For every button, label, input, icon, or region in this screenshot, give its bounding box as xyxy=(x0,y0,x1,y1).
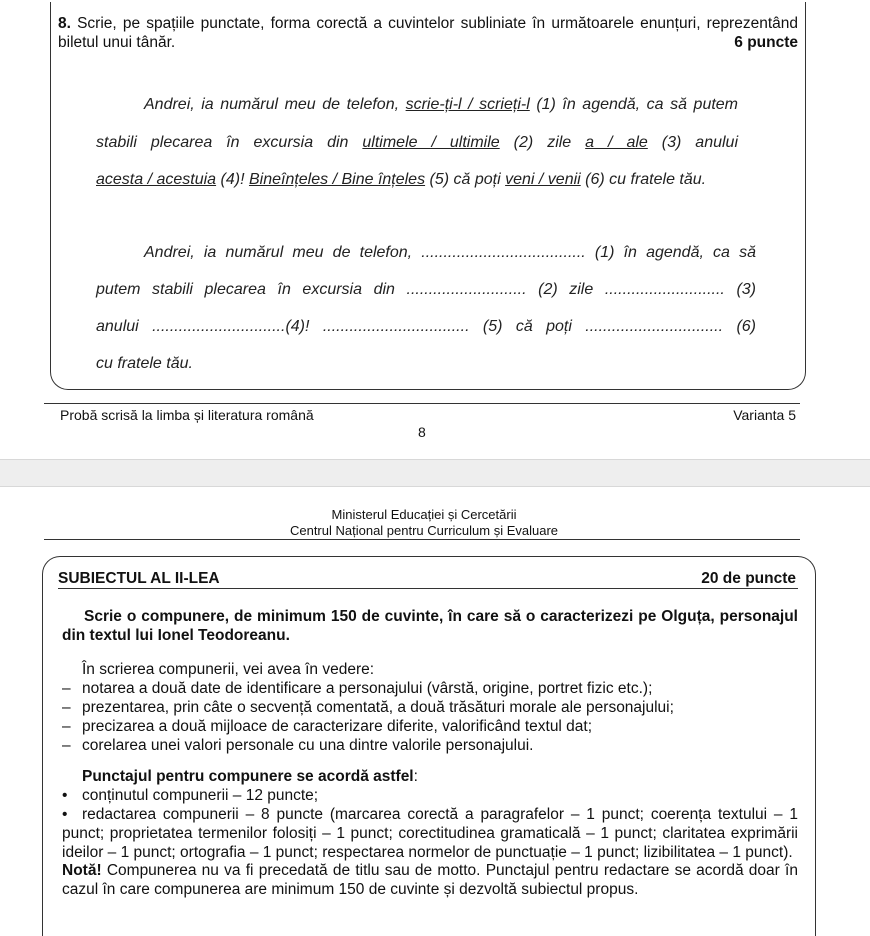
list-item-text: prezentarea, prin câte o secvență comentată, a două trăsături morale ale personajului; xyxy=(82,699,674,716)
answer-line: cu fratele tău. xyxy=(96,355,193,372)
footer-rule xyxy=(44,403,800,404)
list-item-text: redactarea compunerii – 8 puncte (marcarea corectă a paragrafelor – 1 punct; coerența textului – 1 punct; proprietatea termenilor folosiți – 1 punct; corectitudinea gramaticală – 1 punct; claritatea exprimării ideilor – 1 punct; ortografia – 1 punct; respectarea normelor de punctuație – 1 punct; lizibilitatea – 1 punct). xyxy=(62,806,798,861)
header-center: Centrul Național pentru Curriculum și Evaluare xyxy=(289,523,559,538)
list-item-text: conținutul compunerii – 12 puncte; xyxy=(82,787,319,804)
list-item xyxy=(62,786,798,805)
requirements-intro: În scrierea compunerii, vei avea în vedere: xyxy=(82,661,375,678)
underlined-option: scrie-ți-l / scrieți-l xyxy=(405,96,530,113)
source-text: Andrei, ia numărul meu de telefon, xyxy=(144,96,406,113)
underlined-option: acesta / acestuia xyxy=(96,171,217,188)
list-item-text: precizarea a două mijloace de caracterizare diferite, valorificând textul dat; xyxy=(82,718,593,735)
source-text: (1) în agendă, ca să putem xyxy=(529,96,739,113)
subject-2-title-rule xyxy=(58,588,798,589)
scoring-heading xyxy=(82,767,418,786)
note xyxy=(62,861,798,899)
footer-exam-title: Probă scrisă la limba și literatura română xyxy=(60,407,314,423)
source-line xyxy=(96,171,706,189)
source-text: (4)! xyxy=(216,171,249,188)
list-item xyxy=(62,805,798,862)
list-item-text: corelarea unei valori personale cu una dintre valorile personajului. xyxy=(82,737,534,754)
source-text: (5) că poți xyxy=(425,171,506,188)
scoring-colon: : xyxy=(413,768,418,785)
list-item xyxy=(62,736,798,755)
answer-line: putem stabili plecarea în excursia din ........................... (2) zile ........................... (3) xyxy=(96,281,756,298)
list-item xyxy=(62,717,798,736)
subject-2-points: 20 de puncte xyxy=(701,570,796,587)
underlined-option: Bineînțeles / Bine înțeles xyxy=(248,171,426,188)
dot-bullet: • xyxy=(62,806,68,823)
scoring-title: Punctajul pentru compunere se acordă astfel xyxy=(82,768,414,785)
source-line xyxy=(144,96,738,114)
header-rule xyxy=(44,539,800,540)
question-8-points: 6 puncte xyxy=(734,34,798,51)
list-item-text: notarea a două date de identificare a personajului (vârstă, origine, portret fizic etc.); xyxy=(82,680,653,697)
question-8-instruction xyxy=(58,14,798,52)
dot-bullet: • xyxy=(62,787,68,804)
page-separator xyxy=(0,459,870,487)
source-line xyxy=(96,134,738,152)
dash-bullet: – xyxy=(62,680,71,697)
underlined-option: ultimele / ultimile xyxy=(362,133,500,151)
answer-line: anului ..............................(4)! ................................. (5) că poți ............................... (6) xyxy=(96,318,756,335)
footer-variant: Varianta 5 xyxy=(733,407,796,423)
question-number: 8. xyxy=(58,15,71,32)
source-text: (3) anului xyxy=(647,133,739,151)
source-text: (6) cu fratele tău. xyxy=(580,171,707,188)
subject-2-task xyxy=(62,607,798,645)
source-text: (2) zile xyxy=(499,133,586,151)
requirements-list xyxy=(62,679,798,755)
task-text: Scrie o compunere, de minimum 150 de cuvinte, în care să o caracterizezi pe Olguța, personajul din textul lui Ionel Teodoreanu. xyxy=(62,608,798,644)
list-item xyxy=(62,679,798,698)
answer-line: Andrei, ia numărul meu de telefon, ..................................... (1) în agendă, ca să xyxy=(144,244,756,261)
dash-bullet: – xyxy=(62,737,71,754)
list-item xyxy=(62,698,798,717)
subject-2-title: SUBIECTUL AL II-LEA xyxy=(58,570,220,587)
dash-bullet: – xyxy=(62,718,71,735)
note-text: Compunerea nu va fi precedată de titlu sau de motto. Punctajul pentru redactare se acordă doar în cazul în care compunerea are minimum 150 de cuvinte și dezvoltă subiectul propus. xyxy=(62,862,798,898)
note-label: Notă! xyxy=(62,862,102,879)
scoring-list xyxy=(62,786,798,862)
underlined-option: a / ale xyxy=(585,133,648,151)
page-number: 8 xyxy=(418,424,426,440)
instruction-text: Scrie, pe spațiile punctate, forma corectă a cuvintelor subliniate în următoarele enunțuri, reprezentând biletul unui tânăr. xyxy=(58,15,798,51)
underlined-option: veni / venii xyxy=(505,171,581,188)
dash-bullet: – xyxy=(62,699,71,716)
header-ministry: Ministerul Educației și Cercetării xyxy=(331,507,517,522)
source-text: stabili plecarea în excursia din xyxy=(96,133,363,151)
